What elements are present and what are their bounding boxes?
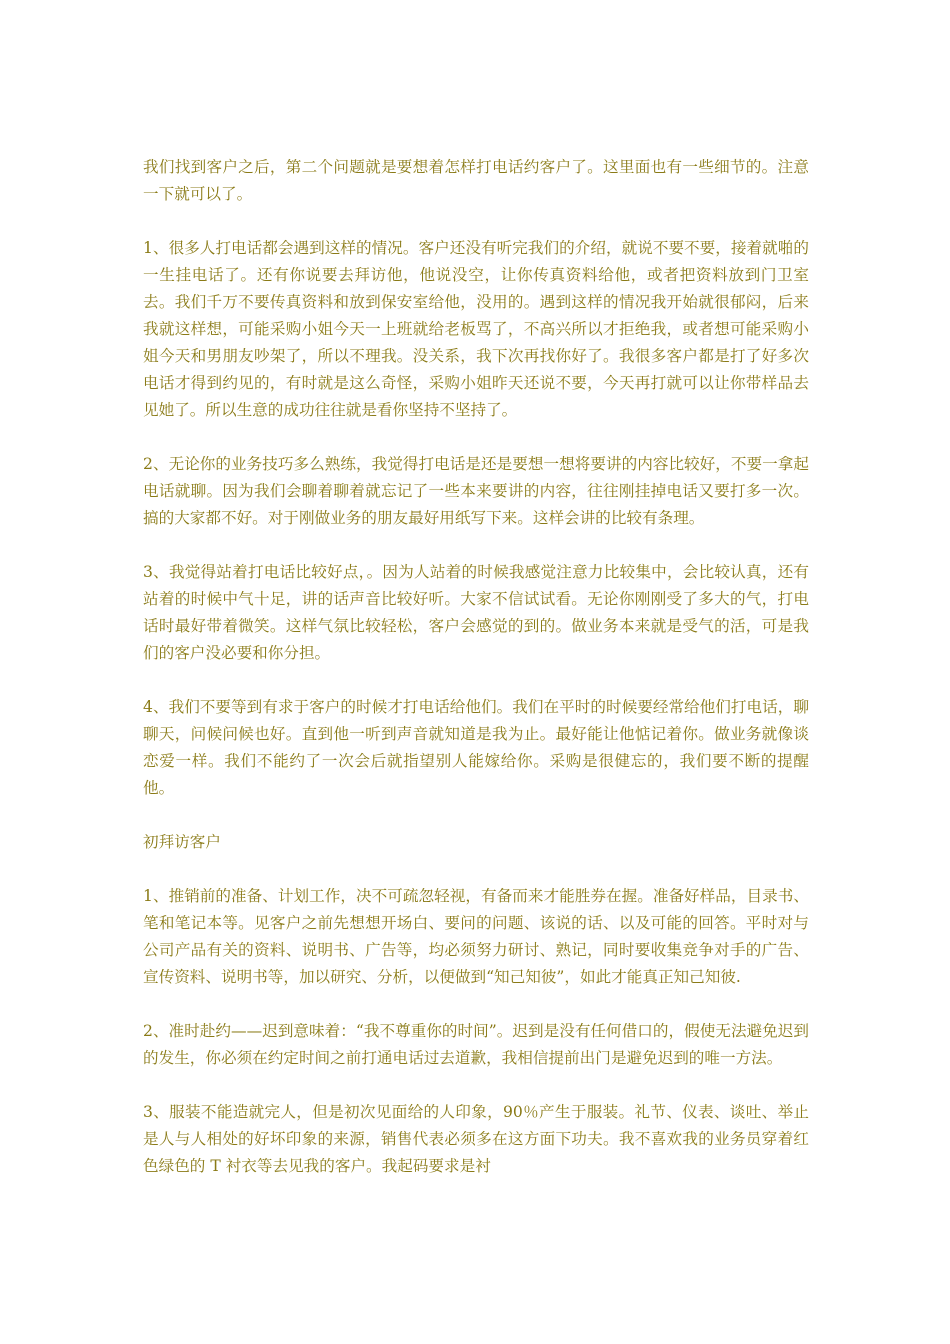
tip-paragraph-4: 4、我们不要等到有求于客户的时候才打电话给他们。我们在平时的时候要经常给他们打电话，聊聊天，问候问候也好。直到他一听到声音就知道是我为止。最好能让他惦记着你。做业务就像谈恋爱一样。我们不能约了一次会后就指望别人能嫁给你。采购是很健忘的，我们要不断的提醒他。 xyxy=(143,698,809,797)
tip-paragraph-1: 1、很多人打电话都会遇到这样的情况。客户还没有听完我们的介绍，就说不要不要，接着就啪的一生挂电话了。还有你说要去拜访他，他说没空，让你传真资料给他，或者把资料放到门卫室去。我们千万不要传真资料和放到保安室给他，没用的。遇到这样的情况我开始就很郁闷，后来我就这样想，可能采购小姐今天一上班就给老板骂了，不高兴所以才拒绝我，或者想可能采购小姐今天和男朋友吵架了，所以不理我。没关系，我下次再找你好了。我很多客户都是打了好多次电话才得到约见的，有时就是这么奇怪，采购小姐昨天还说不要，今天再打就可以让你带样品去见她了。所以生意的成功往往就是看你坚持不坚持了。 xyxy=(143,239,809,419)
visit-paragraph-3: 3、服装不能造就完人，但是初次见面给的人印象，90％产生于服装。礼节、仪表、谈吐、举止是人与人相处的好坏印象的来源，销售代表必须多在这方面下功夫。我不喜欢我的业务员穿着红色绿色的 T 衬衣等去见我的客户。我起码要求是衬 xyxy=(143,1103,809,1175)
visit-paragraph-1: 1、推销前的准备、计划工作，决不可疏忽轻视，有备而来才能胜券在握。准备好样品，目录书、笔和笔记本等。见客户之前先想想开场白、要问的问题、该说的话、以及可能的回答。平时对与公司产品有关的资料、说明书、广告等，均必须努力研讨、熟记，同时要收集竞争对手的广告、宣传资料、说明书等，加以研究、分析，以便做到“知己知彼”，如此才能真正知己知彼. xyxy=(143,887,809,986)
tip-paragraph-2: 2、无论你的业务技巧多么熟练，我觉得打电话是还是要想一想将要讲的内容比较好，不要一拿起电话就聊。因为我们会聊着聊着就忘记了一些本来要讲的内容，往往刚挂掉电话又要打多一次。搞的大家都不好。对于刚做业务的朋友最好用纸写下来。这样会讲的比较有条理。 xyxy=(143,455,809,527)
visit-paragraph-2: 2、准时赴约——迟到意味着：“我不尊重你的时间”。迟到是没有任何借口的，假使无法避免迟到的发生，你必须在约定时间之前打通电话过去道歉，我相信提前出门是避免迟到的唯一方法。 xyxy=(143,1022,809,1067)
intro-paragraph: 我们找到客户之后，第二个问题就是要想着怎样打电话约客户了。这里面也有一些细节的。注意一下就可以了。 xyxy=(143,158,809,203)
tip-paragraph-3: 3、我觉得站着打电话比较好点，。因为人站着的时候我感觉注意力比较集中，会比较认真，还有站着的时候中气十足，讲的话声音比较好听。大家不信试试看。无论你刚刚受了多大的气，打电话时最好带着微笑。这样气氛比较轻松，客户会感觉的到的。做业务本来就是受气的活，可是我们的客户没必要和你分担。 xyxy=(143,563,809,662)
section-heading: 初拜访客户 xyxy=(143,833,221,851)
document-body xyxy=(143,154,809,1207)
